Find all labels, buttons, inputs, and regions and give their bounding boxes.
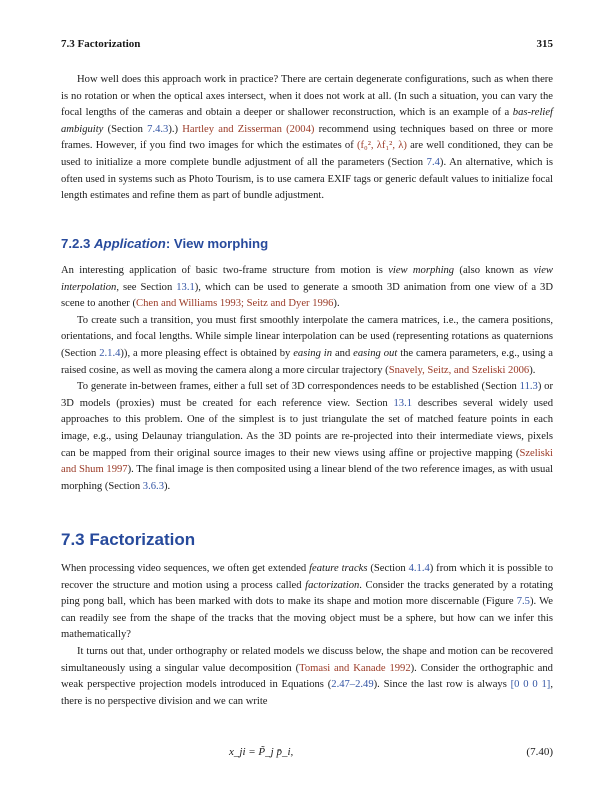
paragraph-factorization: When processing video sequences, we often get extended feature tracks (Section 4.1.4) from which it is possible to recover the structure and motion using a process called factorization. Consider the tracks generated by a rotating ping pong ball, which has been marked with dots to make its shape and motion more discernable (Figure 7.5). We can readily see from the shape of the tracks that the moving object must be a sphere, but how can we infer this mathematically? It turns out that, under orthography or related models we discuss below, the shape and motion can be recovered simultaneously using a singular value decomposition (Tomasi and Kanade 1992). Consider the orthographic and weak perspective projection models introduced in Equations (2.47–2.49). Since the last row is always [0 0 0 1], there is no perspective division and we can write bbox=[61, 563, 553, 707]
paragraph-intro: How well does this approach work in practice? There are certain degenerate configurations, such as when there is no rotation or when the optical axes intersect, when it does not work at all. (In such a situation, you can vary the focal lengths of the cameras and obtain a deeper or shallower reconstruction, which is an example of a bas-relief ambiguity (Section 7.4.3).) Hartley and Zisserman (2004) recommend using techniques based on three or more frames. However, if you find two images for which the estimates of (f₀², λf₁², λ) are well conditioned, they can be used to initialize a more complete bundle adjustment of all the parameters (Section 7.4). An alternative, which is often used in systems such as Photo Tourism, is to use camera EXIF tags or generic default values to initialize focal length estimates and refine them as part of bundle adjustment. bbox=[61, 74, 554, 202]
section-link[interactable]: 7.4.3 bbox=[147, 123, 169, 135]
running-title: 7.3 Factorization bbox=[61, 38, 141, 50]
paragraph-view-morphing: An interesting application of basic two-frame structure from motion is view morphing (also known as view interpolation, see Section 13.1), which can be used to generate a smooth 3D animation from one view of a 3D scene to another (Chen and Williams 1993; Seitz and Dyer 1996). To create such a transition, you must first smoothly interpolate the camera matrices, i.e., the camera positions, orientations, and focal lengths. While simple linear interpolation can be used (representing rotations as quaternions (Section 2.1.4)), a more pleasing effect is obtained by easing in and easing out the camera parameters, e.g., using a raised cosine, as well as moving the camera along a more circular trajectory (Snavely, Seitz, and Szeliski 2006). To generate in-between frames, either a full set of 3D correspondences needs to be established (Section 11.3) or 3D models (proxies) must be created for each reference view. Section 13.1 describes several widely used approaches to this problem. One of the simplest is to just triangulate the set of matched feature points in each image, e.g., using Delaunay triangulation. As the 3D points are re-projected into their intermediate views, pixels can be mapped from their original source images to their new views using affine or projective mapping (Szeliski and Shum 1997). The final image is then composited using a linear blend of the two reference images, as with usual morphing (Section 3.6.3). bbox=[61, 265, 554, 492]
citation-link[interactable]: Tomasi and Kanade 1992 bbox=[299, 662, 411, 674]
section-link[interactable]: 4.1.4 bbox=[408, 563, 430, 574]
citation-link[interactable]: Chen and Williams 1993; Seitz and Dyer 1996 bbox=[136, 298, 334, 310]
inline-vector: [0 0 0 1] bbox=[510, 679, 551, 691]
equation-formula: x_ji = P̃_j p̄_i, bbox=[229, 746, 294, 758]
section-link[interactable]: 13.1 bbox=[393, 397, 413, 409]
section-link[interactable]: 13.1 bbox=[176, 281, 195, 293]
section-heading-7-3: 7.3 Factorization bbox=[61, 530, 196, 549]
citation-link[interactable]: Snavely, Seitz, and Szeliski 2006 bbox=[388, 364, 530, 376]
citation-link[interactable]: Szeliski and Shum 1997 bbox=[61, 447, 553, 476]
equation-7-40 bbox=[61, 746, 553, 764]
page-number: 315 bbox=[536, 38, 553, 50]
equation-label: (7.40) bbox=[526, 746, 553, 758]
citation-link[interactable]: Hartley and Zisserman (2004) bbox=[182, 123, 315, 135]
section-link[interactable]: 7.4 bbox=[426, 156, 440, 168]
section-link[interactable]: 11.3 bbox=[519, 381, 538, 393]
section-link[interactable]: 2.1.4 bbox=[99, 347, 121, 359]
inline-math: (f₀², λf₁², λ) bbox=[357, 140, 407, 152]
equation-link[interactable]: 2.47–2.49 bbox=[331, 679, 374, 691]
figure-link[interactable]: 7.5 bbox=[516, 596, 530, 608]
section-link[interactable]: 3.6.3 bbox=[142, 480, 164, 492]
section-heading-7-2-3: 7.2.3 Application: View morphing bbox=[61, 236, 269, 251]
page-header bbox=[61, 38, 553, 54]
